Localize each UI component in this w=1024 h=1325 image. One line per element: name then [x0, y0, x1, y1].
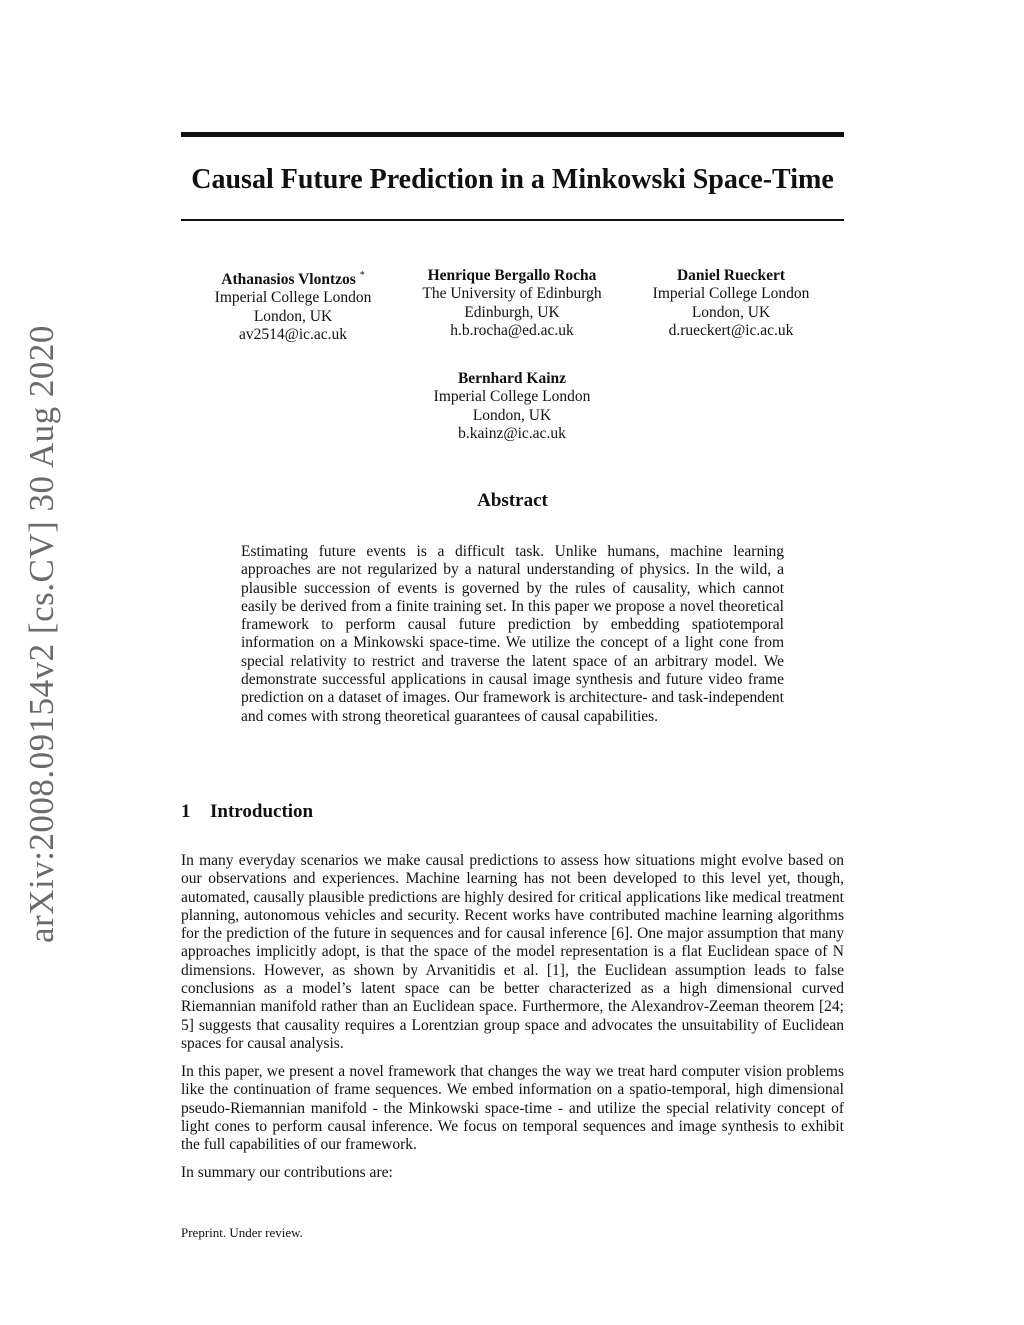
author-affiliation: Imperial College London: [214, 289, 372, 307]
section-title: Introduction: [210, 801, 314, 822]
paper-title: Causal Future Prediction in a Minkowski Space-Time: [191, 164, 834, 195]
author-footnote-mark: *: [359, 270, 365, 281]
abstract-body: Estimating future events is a difficult task. Unlike humans, machine learning approaches are not regularized by a natural understanding of physics. In the wild, a plausible succession of events is governed by the rules of causality, which cannot easily be derived from a finite training set. In this paper we propose a novel theoretical framework to perform causal future prediction by embedding spatiotemporal information on a Minkowski space-time. We utilize the concept of a light cone from special relativity to restrict and traverse the latent space of an arbitrary model. We demonstrate successful applications in causal image synthesis and future video frame prediction on a dataset of images. Our framework is architecture- and task-independent and comes with strong theoretical guarantees of causal capabilities.: [241, 543, 784, 725]
author-affiliation: Imperial College London: [433, 388, 591, 406]
author-email: d.rueckert@ic.ac.uk: [668, 321, 794, 339]
body-paragraph: In this paper, we present a novel framework that changes the way we treat hard computer vision problems like the continuation of frame sequences. We embed information on a spatio-temporal, high dimensional pseudo-Riemannian manifold - the Minkowski space-time - and utilize the special relativity concept of light cones to perform causal inference. We focus on temporal sequences and image synthesis to exhibit the full capabilities of our framework.: [181, 1063, 844, 1154]
author-email: av2514@ic.ac.uk: [238, 326, 348, 344]
author-email: b.kainz@ic.ac.uk: [458, 424, 566, 442]
section-heading-introduction: [181, 801, 313, 823]
author-block: [611, 267, 851, 340]
body-paragraph: In many everyday scenarios we make causal predictions to assess how situations might evolve based on our observations and experiences. Machine learning has not been developed to this level yet, though, automated, causally plausible predictions are highly desired for critical applications like medical treatment planning, autonomous vehicles and security. Recent works have contributed machine learning algorithms for the prediction of the future in sequences and for causal inference [6]. One major assumption that many approaches implicitly adopt, is that the space of the model representation is a flat Euclidean space of N dimensions. However, as shown by Arvanitidis et al. [1], the Euclidean assumption leads to false conclusions as a model’s latent space can be better characterized as a high dimensional curved Riemannian manifold rather than an Euclidean space. Furthermore, the Alexandrov-Zeeman theorem [24; 5] suggests that causality requires a Lorentzian group space and advocates the unsuitability of Euclidean spaces for causal analysis.: [181, 852, 844, 1052]
author-location: London, UK: [691, 303, 771, 321]
author-affiliation: Imperial College London: [652, 285, 810, 303]
author-location: London, UK: [253, 307, 333, 325]
author-location: London, UK: [472, 406, 552, 424]
author-block: [392, 370, 632, 443]
section-number: 1: [181, 801, 191, 822]
author-name: Daniel Rueckert: [676, 267, 786, 284]
author-email: h.b.rocha@ed.ac.uk: [450, 321, 574, 339]
author-name: Bernhard Kainz: [457, 370, 567, 387]
title-top-rule: [181, 132, 844, 137]
author-name: Henrique Bergallo Rocha: [427, 267, 597, 284]
author-block: [173, 267, 413, 344]
title-bottom-rule: [181, 219, 844, 221]
abstract-heading: Abstract: [477, 490, 548, 511]
author-name: Athanasios Vlontzos *: [221, 270, 365, 289]
author-affiliation: The University of Edinburgh: [422, 285, 602, 303]
body-paragraph: In summary our contributions are:: [181, 1164, 393, 1181]
author-location: Edinburgh, UK: [464, 303, 560, 321]
page-footer-note: Preprint. Under review.: [181, 1225, 303, 1240]
arxiv-identifier-stamp: arXiv:2008.09154v2 [cs.CV] 30 Aug 2020: [22, 325, 61, 943]
author-block: [392, 267, 632, 340]
